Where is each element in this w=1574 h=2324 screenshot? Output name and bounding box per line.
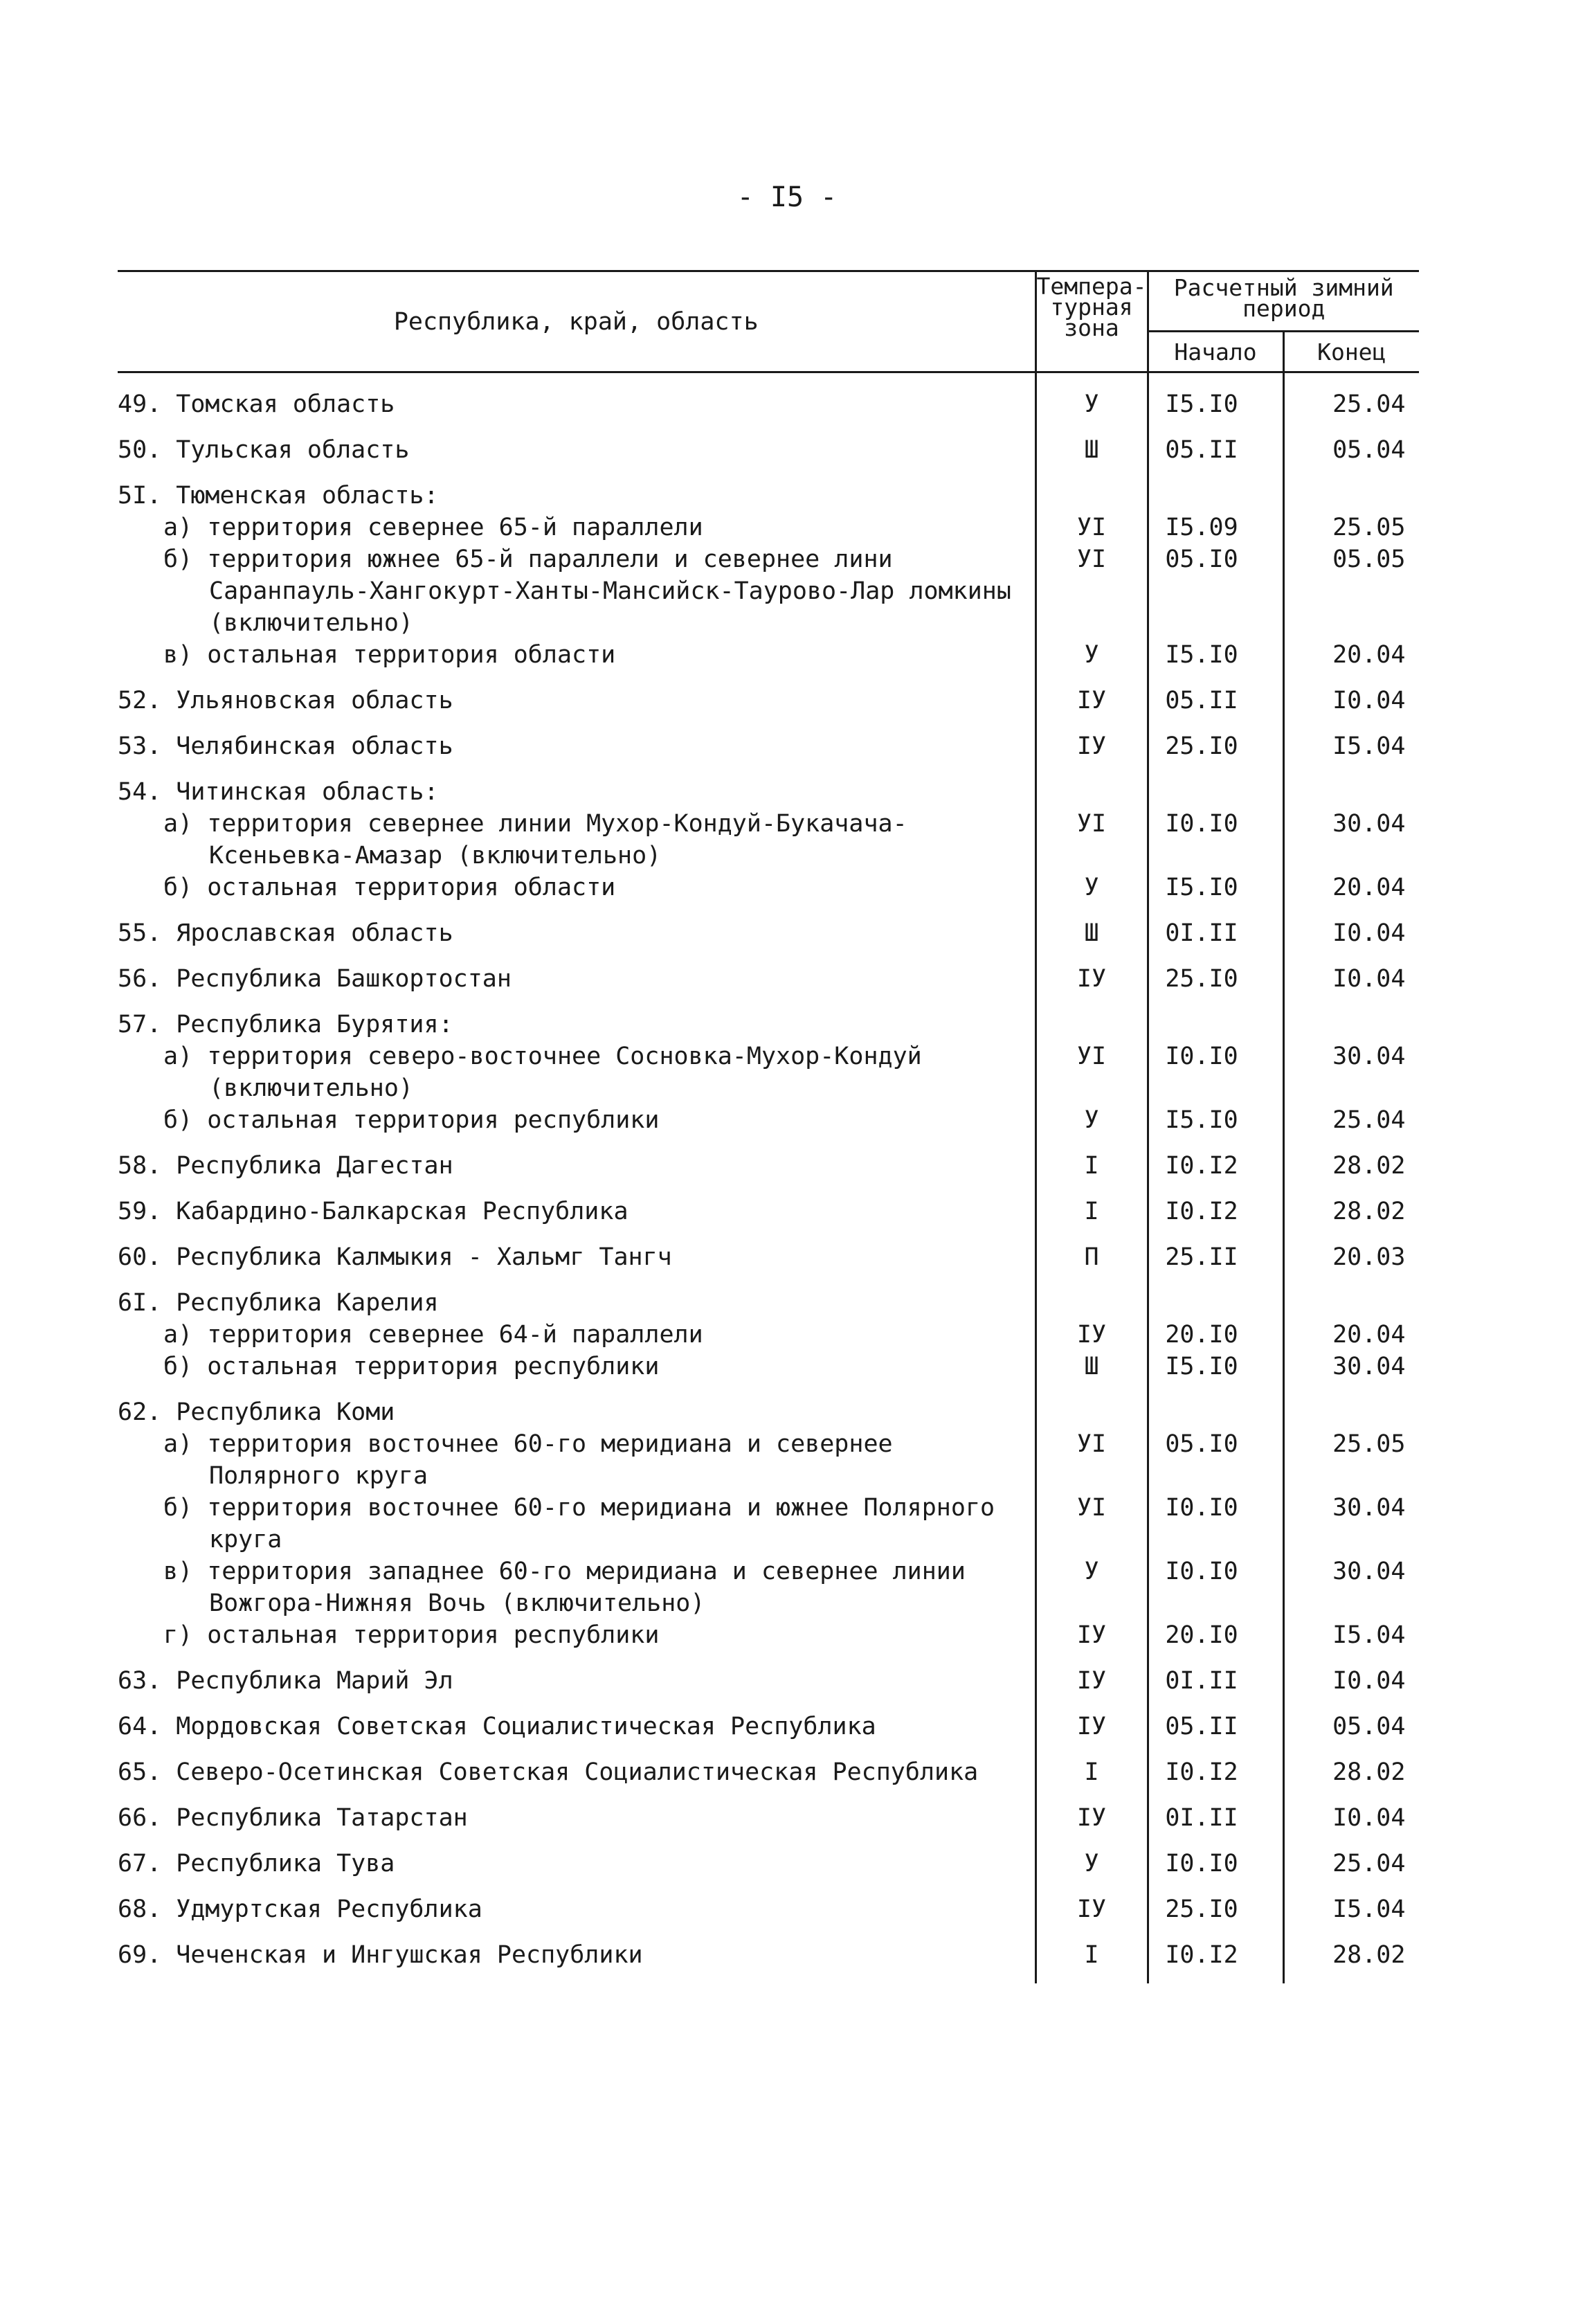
page-number: - I5 -: [736, 181, 838, 213]
end-date-cell: [1283, 995, 1419, 1041]
end-date-cell: 30.04: [1283, 1556, 1419, 1619]
end-date-cell: 28.02: [1283, 1925, 1419, 1983]
table-row: [118, 995, 1419, 1041]
header-zone: Темпера- турная зона: [1035, 271, 1148, 372]
end-date-cell: I0.04: [1283, 1651, 1419, 1697]
end-date-cell: 05.05: [1283, 543, 1419, 639]
region-cell: 56. Республика Башкортостан: [118, 965, 512, 993]
region-cell: в) остальная территория области: [163, 641, 616, 669]
table-row: [118, 1273, 1419, 1319]
start-date-cell: I0.I0: [1148, 1041, 1283, 1104]
zone-cell: IУ: [1035, 949, 1148, 995]
start-date-cell: 0I.II: [1148, 1788, 1283, 1834]
start-date-cell: I5.09: [1148, 512, 1283, 543]
table-row: [118, 717, 1419, 762]
zone-cell: УI: [1035, 1041, 1148, 1104]
region-cell: а) территория севернее 65-й параллели: [163, 514, 703, 541]
region-cell: а) территория восточнее 60-го меридиана и севернее Полярного круга: [163, 1430, 893, 1490]
zone-cell: П: [1035, 1227, 1148, 1273]
zone-cell: I: [1035, 1136, 1148, 1182]
region-cell: а) территория севернее 64-й параллели: [163, 1321, 703, 1349]
end-date-cell: [1283, 1382, 1419, 1428]
region-cell: 49. Томская область: [118, 390, 395, 418]
region-cell: б) территория восточнее 60-го меридиана и южнее Полярного круга: [163, 1494, 995, 1553]
region-cell: 64. Мордовская Советская Социалистическая Республика: [118, 1713, 876, 1740]
table-row: [118, 1104, 1419, 1136]
start-date-cell: 25.I0: [1148, 949, 1283, 995]
region-cell: б) остальная территория республики: [163, 1106, 660, 1134]
end-date-cell: 25.05: [1283, 512, 1419, 543]
table-row: [118, 1492, 1419, 1556]
region-cell: 50. Тульская область: [118, 436, 410, 464]
region-cell: б) территория южнее 65-й параллели и севернее лини Саранпауль-Хангокурт-Ханты-Мансийск-Таурово-Лар ломкины (включительно): [163, 546, 1011, 637]
region-cell: а) территория севернее линии Мухор-Кондуй-Букачача-Ксеньевка-Амазар (включительно): [163, 810, 907, 870]
table-row: [118, 1041, 1419, 1104]
end-date-cell: 20.03: [1283, 1227, 1419, 1273]
table-row: [118, 420, 1419, 466]
table-row: [118, 1742, 1419, 1788]
start-date-cell: I5.I0: [1148, 1351, 1283, 1382]
table-body: [118, 372, 1419, 1984]
header-period: Расчетный зимний период: [1148, 271, 1419, 332]
table-row: [118, 903, 1419, 949]
zone-cell: IУ: [1035, 1788, 1148, 1834]
start-date-cell: [1148, 995, 1283, 1041]
zone-cell: I: [1035, 1925, 1148, 1983]
region-cell: б) остальная территория республики: [163, 1353, 660, 1380]
start-date-cell: 25.I0: [1148, 1880, 1283, 1925]
start-date-cell: I0.I0: [1148, 808, 1283, 872]
zone-cell: IУ: [1035, 671, 1148, 717]
start-date-cell: 20.I0: [1148, 1319, 1283, 1351]
zone-cell: [1035, 1273, 1148, 1319]
end-date-cell: 30.04: [1283, 1492, 1419, 1556]
end-date-cell: [1283, 466, 1419, 512]
region-cell: 58. Республика Дагестан: [118, 1152, 453, 1180]
end-date-cell: I0.04: [1283, 903, 1419, 949]
zone-cell: У: [1035, 1834, 1148, 1880]
table-row: [118, 372, 1419, 421]
table-row: [118, 1136, 1419, 1182]
table-row: [118, 1319, 1419, 1351]
start-date-cell: 05.II: [1148, 420, 1283, 466]
start-date-cell: I5.I0: [1148, 372, 1283, 421]
zone-cell: Ш: [1035, 420, 1148, 466]
table-row: [118, 1697, 1419, 1742]
zone-cell: УI: [1035, 1492, 1148, 1556]
end-date-cell: 20.04: [1283, 1319, 1419, 1351]
table-row: [118, 1619, 1419, 1651]
table-row: [118, 1788, 1419, 1834]
zone-cell: УI: [1035, 543, 1148, 639]
zone-cell: УI: [1035, 808, 1148, 872]
start-date-cell: 05.II: [1148, 1697, 1283, 1742]
table-row: [118, 808, 1419, 872]
region-cell: 53. Челябинская область: [118, 732, 453, 760]
zone-cell: I: [1035, 1742, 1148, 1788]
start-date-cell: 25.II: [1148, 1227, 1283, 1273]
region-cell: 5I. Тюменская область:: [118, 482, 439, 510]
start-date-cell: I0.I0: [1148, 1834, 1283, 1880]
zone-cell: [1035, 762, 1148, 808]
start-date-cell: [1148, 762, 1283, 808]
table-row: [118, 671, 1419, 717]
table-row: [118, 1834, 1419, 1880]
end-date-cell: I5.04: [1283, 1880, 1419, 1925]
end-date-cell: 25.04: [1283, 1104, 1419, 1136]
table-row: [118, 1556, 1419, 1619]
table-row: [118, 872, 1419, 903]
end-date-cell: 25.05: [1283, 1428, 1419, 1492]
start-date-cell: [1148, 466, 1283, 512]
end-date-cell: 20.04: [1283, 872, 1419, 903]
region-cell: а) территория северо-восточнее Сосновка-Мухор-Кондуй (включительно): [163, 1043, 922, 1102]
end-date-cell: 30.04: [1283, 1041, 1419, 1104]
end-date-cell: [1283, 1273, 1419, 1319]
region-cell: 54. Читинская область:: [118, 778, 439, 806]
zone-cell: [1035, 1382, 1148, 1428]
end-date-cell: [1283, 762, 1419, 808]
table-row: [118, 543, 1419, 639]
start-date-cell: 05.I0: [1148, 543, 1283, 639]
region-cell: 59. Кабардино-Балкарская Республика: [118, 1198, 628, 1225]
zone-cell: [1035, 995, 1148, 1041]
region-cell: 65. Северо-Осетинская Советская Социалистическая Республика: [118, 1758, 979, 1786]
start-date-cell: I5.I0: [1148, 872, 1283, 903]
start-date-cell: I0.I2: [1148, 1742, 1283, 1788]
zone-cell: Ш: [1035, 903, 1148, 949]
table-row: [118, 1428, 1419, 1492]
table-row: [118, 512, 1419, 543]
region-cell: в) территория западнее 60-го меридиана и севернее линии Вожгора-Нижняя Вочь (включительно): [163, 1558, 966, 1617]
zone-cell: IУ: [1035, 1651, 1148, 1697]
start-date-cell: 05.I0: [1148, 1428, 1283, 1492]
table-row: [118, 1227, 1419, 1273]
header-start: Начало: [1148, 332, 1283, 372]
region-cell: 66. Республика Татарстан: [118, 1804, 468, 1832]
zone-cell: IУ: [1035, 1619, 1148, 1651]
region-cell: 52. Ульяновская область: [118, 687, 453, 714]
header-end: Конец: [1283, 332, 1419, 372]
end-date-cell: 25.04: [1283, 372, 1419, 421]
table-row: [118, 1351, 1419, 1382]
table-row: [118, 949, 1419, 995]
end-date-cell: 28.02: [1283, 1136, 1419, 1182]
region-cell: 63. Республика Марий Эл: [118, 1667, 453, 1695]
end-date-cell: 20.04: [1283, 639, 1419, 671]
start-date-cell: 20.I0: [1148, 1619, 1283, 1651]
zone-cell: I: [1035, 1182, 1148, 1227]
start-date-cell: 0I.II: [1148, 903, 1283, 949]
table-row: [118, 466, 1419, 512]
end-date-cell: 28.02: [1283, 1182, 1419, 1227]
end-date-cell: 05.04: [1283, 420, 1419, 466]
start-date-cell: 0I.II: [1148, 1651, 1283, 1697]
zone-cell: IУ: [1035, 717, 1148, 762]
end-date-cell: I5.04: [1283, 717, 1419, 762]
table-row: [118, 1382, 1419, 1428]
start-date-cell: 05.II: [1148, 671, 1283, 717]
zone-cell: У: [1035, 872, 1148, 903]
start-date-cell: I5.I0: [1148, 639, 1283, 671]
start-date-cell: [1148, 1273, 1283, 1319]
zone-cell: УI: [1035, 1428, 1148, 1492]
end-date-cell: I0.04: [1283, 671, 1419, 717]
start-date-cell: [1148, 1382, 1283, 1428]
start-date-cell: I0.I2: [1148, 1182, 1283, 1227]
end-date-cell: 30.04: [1283, 808, 1419, 872]
region-cell: 55. Ярославская область: [118, 919, 453, 947]
zone-cell: IУ: [1035, 1880, 1148, 1925]
table-row: [118, 1651, 1419, 1697]
header-region: Республика, край, область: [118, 271, 1035, 372]
region-cell: 60. Республика Калмыкия - Хальмг Тангч: [118, 1243, 672, 1271]
zone-cell: У: [1035, 639, 1148, 671]
zone-cell: У: [1035, 1104, 1148, 1136]
region-cell: 62. Республика Коми: [118, 1398, 395, 1426]
end-date-cell: I0.04: [1283, 949, 1419, 995]
end-date-cell: 05.04: [1283, 1697, 1419, 1742]
start-date-cell: 25.I0: [1148, 717, 1283, 762]
end-date-cell: 28.02: [1283, 1742, 1419, 1788]
region-cell: б) остальная территория области: [163, 874, 616, 901]
zone-cell: УI: [1035, 512, 1148, 543]
zone-cell: У: [1035, 1556, 1148, 1619]
start-date-cell: I0.I2: [1148, 1136, 1283, 1182]
region-cell: 67. Республика Тува: [118, 1850, 395, 1877]
table-row: [118, 762, 1419, 808]
zone-cell: У: [1035, 372, 1148, 421]
region-cell: 57. Республика Бурятия:: [118, 1011, 453, 1038]
zone-cell: IУ: [1035, 1319, 1148, 1351]
table-row: [118, 1880, 1419, 1925]
end-date-cell: I5.04: [1283, 1619, 1419, 1651]
region-cell: 69. Чеченская и Ингушская Республики: [118, 1941, 643, 1969]
start-date-cell: I0.I0: [1148, 1556, 1283, 1619]
winter-period-table: [118, 270, 1419, 1983]
start-date-cell: I5.I0: [1148, 1104, 1283, 1136]
start-date-cell: I0.I0: [1148, 1492, 1283, 1556]
zone-cell: Ш: [1035, 1351, 1148, 1382]
end-date-cell: I0.04: [1283, 1788, 1419, 1834]
table-row: [118, 639, 1419, 671]
end-date-cell: 25.04: [1283, 1834, 1419, 1880]
end-date-cell: 30.04: [1283, 1351, 1419, 1382]
table-row: [118, 1182, 1419, 1227]
region-cell: г) остальная территория республики: [163, 1621, 660, 1649]
region-cell: 68. Удмуртская Республика: [118, 1895, 482, 1923]
region-cell: 6I. Республика Карелия: [118, 1289, 439, 1317]
table-row: [118, 1925, 1419, 1983]
zone-cell: IУ: [1035, 1697, 1148, 1742]
start-date-cell: I0.I2: [1148, 1925, 1283, 1983]
zone-cell: [1035, 466, 1148, 512]
